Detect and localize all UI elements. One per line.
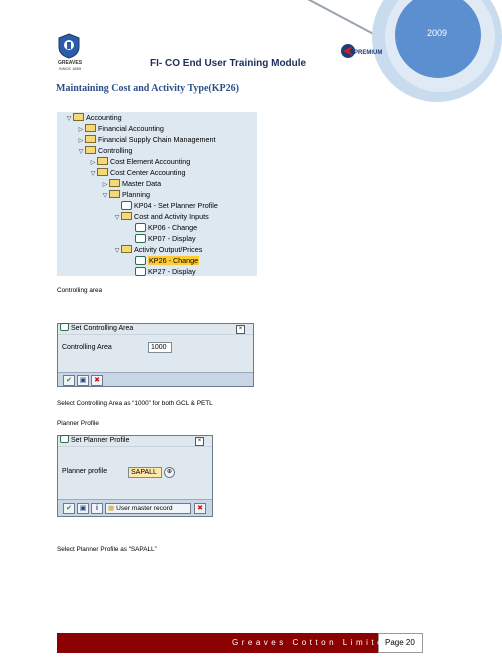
transaction-icon [135, 234, 146, 243]
document-title: FI- CO End User Training Module [150, 58, 307, 69]
dialog-icon [60, 323, 69, 331]
instruction-controlling-area: Select Controlling Area as “1000” for both GCL & PETL [57, 400, 213, 407]
close-icon[interactable]: × [236, 325, 245, 334]
tree-item-kp04[interactable]: KP04 - Set Planner Profile [121, 201, 218, 211]
info-button[interactable]: i [91, 503, 103, 514]
transaction-icon [135, 223, 146, 232]
tree-item-cost-element-accounting[interactable]: ▷ Cost Element Accounting [90, 157, 191, 166]
transaction-icon [135, 267, 146, 276]
greaves-logo-text: GREAVES [57, 60, 83, 66]
tree-item-activity-output-prices[interactable]: ▽ Activity Output/Prices [114, 245, 203, 254]
folder-open-icon [73, 113, 84, 121]
confirm-button[interactable]: ✔ [63, 375, 75, 386]
tree-item-cost-activity-inputs[interactable]: ▽ Cost and Activity Inputs [114, 212, 209, 221]
chevron-down-icon[interactable]: ▽ [78, 149, 84, 155]
footer-page-number: Page 20 [385, 638, 415, 647]
tree-item-accounting[interactable]: ▽ Accounting [66, 113, 122, 122]
dialog-title: Set Controlling Area [71, 325, 134, 332]
tree-item-cost-center-accounting[interactable]: ▽ Cost Center Accounting [90, 168, 186, 177]
folder-icon [85, 124, 96, 132]
set-planner-profile-dialog [57, 435, 213, 517]
chevron-down-icon[interactable]: ▽ [102, 193, 108, 199]
folder-open-icon [121, 245, 132, 253]
save-button[interactable]: ▣ [77, 375, 89, 386]
transaction-icon [121, 201, 132, 210]
folder-icon [109, 179, 120, 187]
tree-item-kp27[interactable]: KP27 - Display [135, 267, 196, 277]
premium-logo-text: PREMIUM [354, 50, 383, 56]
chevron-right-icon[interactable]: ▷ [78, 127, 84, 133]
tree-item-kp07[interactable]: KP07 - Display [135, 234, 196, 244]
save-button[interactable]: ▣ [77, 503, 89, 514]
dialog-title: Set Planner Profile [71, 437, 130, 444]
folder-icon [97, 157, 108, 165]
chevron-down-icon[interactable]: ▽ [90, 171, 96, 177]
tree-item-controlling[interactable]: ▽ Controlling [78, 146, 133, 155]
dialog-title-bar [58, 324, 253, 335]
tree-item-planning[interactable]: ▽ Planning [102, 190, 150, 199]
instruction-planner-profile: Select Planner Profile as “SAPALL” [57, 546, 157, 553]
chevron-down-icon[interactable]: ▽ [114, 215, 120, 221]
greaves-logo-icon [58, 33, 80, 59]
tree-item-kp26[interactable]: KP26 - Change [135, 256, 199, 266]
planner-profile-input[interactable]: SAPALL [128, 467, 162, 478]
folder-icon [85, 135, 96, 143]
folder-open-icon [97, 168, 108, 176]
dialog-toolbar [58, 499, 212, 516]
planner-profile-label: Planner profile [62, 468, 108, 475]
tree-item-financial-accounting[interactable]: ▷ Financial Accounting [78, 124, 164, 133]
chevron-right-icon[interactable]: ▷ [102, 182, 108, 188]
search-help-button[interactable]: ⊕ [164, 467, 175, 478]
label-controlling-area: Controlling area [57, 287, 103, 294]
controlling-area-label: Controlling Area [62, 344, 112, 351]
user-icon: ▦ [108, 505, 115, 512]
folder-open-icon [109, 190, 120, 198]
section-title: Maintaining Cost and Activity Type(KP26) [56, 83, 239, 94]
premium-logo-icon [340, 40, 383, 62]
set-controlling-area-dialog [57, 323, 254, 387]
close-icon[interactable]: × [195, 437, 204, 446]
chevron-right-icon[interactable]: ▷ [78, 138, 84, 144]
sap-menu-tree [57, 112, 257, 276]
dialog-toolbar [58, 372, 253, 386]
cancel-button[interactable]: ✖ [194, 503, 206, 514]
greaves-logo-subtext: SINCE 1859 [58, 66, 82, 71]
footer-company: Greaves Cotton Limited [232, 638, 394, 647]
folder-open-icon [121, 212, 132, 220]
folder-open-icon [85, 146, 96, 154]
chevron-down-icon[interactable]: ▽ [66, 116, 72, 122]
tree-item-kp06[interactable]: KP06 - Change [135, 223, 197, 233]
user-master-record-button[interactable]: ▦ User master record [105, 503, 191, 514]
confirm-button[interactable]: ✔ [63, 503, 75, 514]
dialog-title-bar [58, 436, 212, 447]
chevron-right-icon[interactable]: ▷ [90, 160, 96, 166]
transaction-icon [135, 256, 146, 265]
tree-item-financial-supply-chain[interactable]: ▷ Financial Supply Chain Management [78, 135, 216, 144]
controlling-area-input[interactable]: 1000 [148, 342, 172, 353]
dialog-icon [60, 435, 69, 443]
tree-item-master-data[interactable]: ▷ Master Data [102, 179, 162, 188]
cancel-button[interactable]: ✖ [91, 375, 103, 386]
chevron-down-icon[interactable]: ▽ [114, 248, 120, 254]
header-year: 2009 [426, 28, 448, 38]
label-planner-profile: Planner Profile [57, 420, 99, 427]
